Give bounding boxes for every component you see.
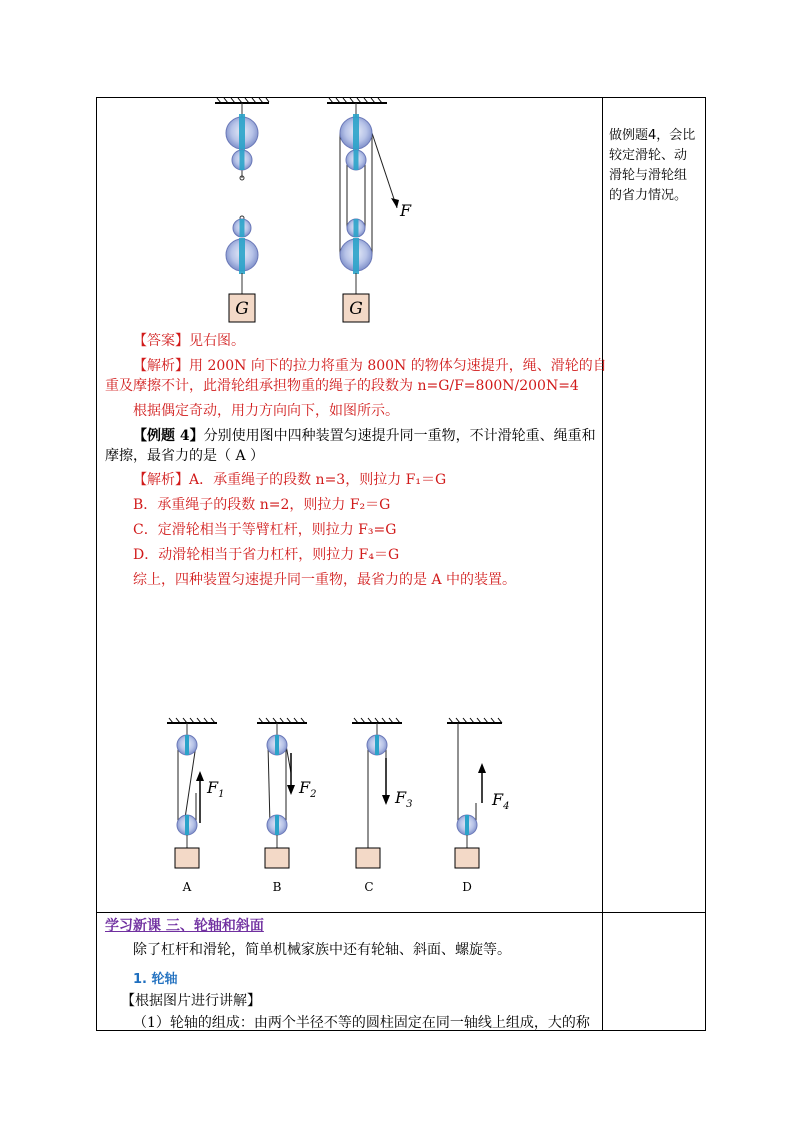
analysis1-line1: 【解析】用 200N 向下的拉力将重为 800N 的物体匀速提升，绳、滑轮的自 [133,358,607,374]
option-label-b: B [272,880,282,894]
analysis1-line3: 根据偶定奇动，用力方向向下，如图所示。 [133,403,399,419]
force-label-2: $F_2$ [299,778,317,800]
example4-line1 [133,426,596,446]
answer-line [133,331,245,351]
analysis1-line2: 重及摩擦不计，此滑轮组承担物重的绳子的段数为 n=G/F=800N/200N=4 [105,378,579,394]
arrow-icon [287,785,295,795]
force-label-4: $F_4$ [492,790,510,812]
weight-box [175,848,199,868]
weight-label: G [235,299,249,319]
example4-line2: 摩擦，最省力的是（ A ） [105,448,265,464]
analysis2-a: 【解析】A．承重绳子的段数 n=3，则拉力 F₁＝G [133,472,447,488]
example4-text: 分别使用图中四种装置匀速提升同一重物，不计滑轮重、绳重和 [203,428,596,444]
answer-prefix: 【答案】 [133,333,189,349]
analysis2-b: B．承重绳子的段数 n=2，则拉力 F₂＝G [133,497,391,513]
subsection-title: 1. 轮轴 [133,972,178,987]
device-d [455,723,509,894]
analysis2-d: D．动滑轮相当于省力杠杆，则拉力 F₄＝G [133,547,400,563]
option-label-d: D [462,880,472,894]
force-label-3: $F_3$ [395,788,413,810]
explain-note: 【根据图片进行讲解】 [121,993,261,1009]
analysis2-summary: 综上，四种装置匀速提升同一重物，最省力的是 A 中的装置。 [133,572,517,588]
example4-label: 【例题 4】 [133,428,204,444]
pulley-figure-top [207,98,412,328]
weight-box [356,848,380,868]
section-intro: 除了杠杆和滑轮，简单机械家族中还有轮轴、斜面、螺旋等。 [133,942,511,958]
option-label-a: A [182,880,192,894]
weight-box [265,848,289,868]
column-divider [602,98,603,1030]
device-c [356,723,412,894]
item-1: （1）轮轴的组成：由两个半径不等的圆柱固定在同一轴线上组成，大的称 [133,1015,590,1031]
analysis2-c: C．定滑轮相当于等臂杠杆，则拉力 F₃=G [133,522,397,538]
weight-label: G [349,299,363,319]
pulley-figure-options [157,713,537,898]
device-b [265,723,316,894]
row-divider [97,912,705,913]
force-label: F [400,201,412,220]
force-label-1: $F_1$ [207,778,225,800]
weight-box [455,848,479,868]
ceiling-hatch [169,718,502,723]
answer-text: 见右图。 [189,333,245,349]
arrow-icon [382,795,390,805]
section-title: 学习新课 三、轮轴和斜面 [105,918,264,934]
lesson-table [96,97,706,1031]
side-note: 做例题4，会比较定滑轮、动滑轮与滑轮组的省力情况。 [609,128,696,203]
arrow-icon [478,763,486,773]
device-a [175,723,224,894]
pulley-frame [239,114,245,152]
option-label-c: C [364,880,374,894]
rope [340,133,397,255]
arrow-icon [391,198,399,208]
arrow-icon [196,771,204,781]
